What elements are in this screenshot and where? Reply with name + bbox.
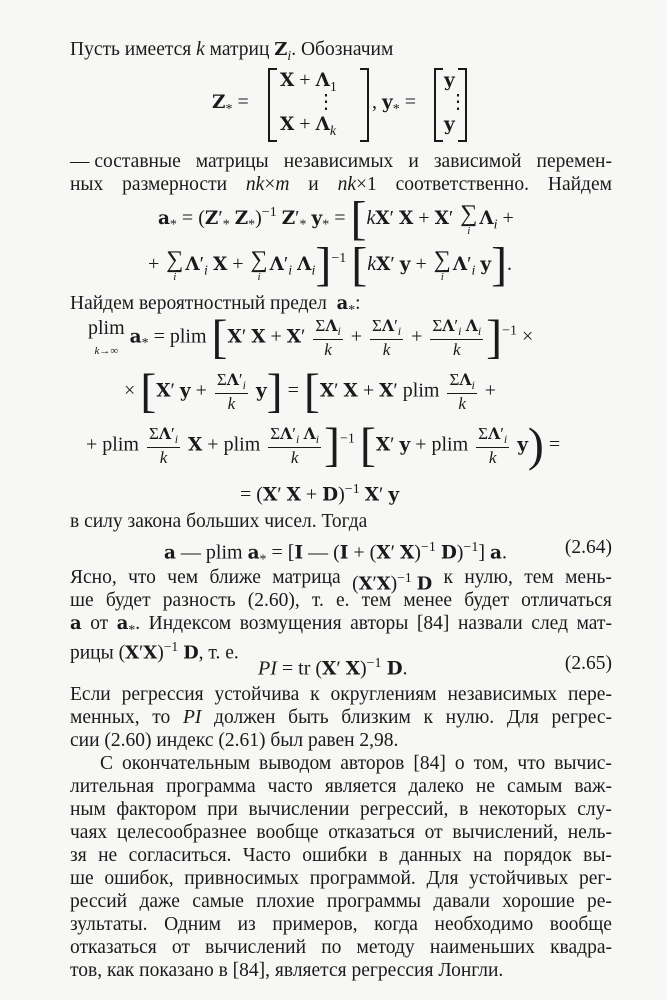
equation-plim-3: + plim $\frac{\Sigma\Lambda'_i}{k}$ X + plim $\frac{\Sigma\Lambda'_i \Lambda_i}{k}$ ]$^{-1}$ [X′ y + plim $\frac{\Sigma\Lambda'_i}{k}$ y) = [86, 418, 561, 472]
text-line-p1c: сии (2.60) индекс (2.61) был равен 2,98. [70, 730, 399, 751]
text-line-p2f: ше ошибок, привносимых программой. Для устойчивых рег- [70, 868, 612, 889]
text-line-p2e: зя не согласиться. Часто ошибки в данных на порядок вы- [70, 845, 612, 866]
text-line-p1a: Если регрессия устойчива к округлениям независимых пере- [70, 684, 612, 705]
text-line-3a: — составные матрицы независимых и зависимой перемен- [70, 151, 612, 172]
text-line-12: в силу закона больших чисел. Тогда [70, 511, 368, 532]
text-line-p2j: тов, как показано в [84], является регрессия Лонгли. [70, 960, 504, 981]
equation-a-star-2: + ∑ i $\Lambda'_i$ X + ∑ i $\Lambda'_i$ $\Lambda_i]^{-1}$ [kX′ y + ∑ i $\Lambda'_i$ y]. [148, 238, 513, 291]
text-line-p1b: менных, то PI должен быть близким к нулю. Для регрес- [70, 707, 612, 728]
text-line-p2i: отказаться от вычислений по методу наименьших квадра- [70, 937, 612, 958]
equation-plim-4: = (X′ X + D)$^{-1}$ X′ y [240, 482, 400, 506]
text-line-p2c: ным фактором при вычислении регрессий, в некоторых слу- [70, 799, 612, 820]
text-line-p2b: лительная программа часто является далеко не самым важ- [70, 776, 612, 797]
equation-2-64: a — plim $a_* = [I$ — (I + (X′ X)$^{-1}$ D)$^{-1}$] a. [164, 540, 507, 568]
text-line-14c: a от $a_*$. Индексом возмущения авторы [84] назвали след мат- [70, 613, 612, 637]
equation-plim-1: plim k→∞ $a_* = plim$ [X′ X + X′ $\frac{\Sigma\Lambda_i}{k}$ + $\frac{\Sigma\Lambda'_i}{k}$ + $\frac{\Sigma\Lambda'_i \Lambda_i}{k}$ ]$^{-1}$ × [88, 310, 534, 364]
text-line-p2d: чаях целесообразнее вообще отказаться от вычислений, нель- [70, 822, 612, 843]
equation-2-65: PI = tr (X′ X)$^{-1}$ D. [258, 656, 408, 680]
equation-a-star-1: $a_* = (Z'_*$ $Z_*)^{-1}$ $Z'_*$ $y_* = [kX'$ X + X′ ∑ i $\Lambda_i$ + [158, 192, 514, 245]
equation-z-star: $Z_*$ = $X + \Lambda_1$ ⋮ $X + \Lambda_k$ , $y_*$ = y ⋮ y [212, 68, 472, 140]
text-line-p2g: рессий даже самые плохие программы давали хорошие ре- [70, 891, 612, 912]
text-line-3b: ных размерности nk×m и nk×1 соответственно. Найдем [70, 174, 612, 195]
text-line-p2a: С окончательным выводом авторов [84] о том, что вычис- [100, 753, 612, 774]
equation-number-2-64: (2.64) [564, 537, 612, 558]
text-line-p2h: зультаты. Одним из примеров, когда необходимо вообще [70, 914, 612, 935]
text-line-14a: Ясно, что чем ближе матрица $(X'X)^{-1}$ D к нулю, тем мень- [70, 567, 612, 595]
text-line-6: Найдем вероятностный предел $a_*$: [70, 293, 361, 317]
equation-number-2-65: (2.65) [564, 653, 612, 674]
text-line-14b: ше будет разность (2.60), т. е. тем менее будет отличаться [70, 590, 612, 611]
text-line-14d: рицы $(X'X)^{-1}$ D, т. е. [70, 639, 239, 664]
text-line-1: Пусть имеется k матриц $Z_i$. Обозначим [70, 39, 394, 63]
equation-plim-2: × [X′ y + $\frac{\Sigma\Lambda'_i}{k}$ y] = [X′ X + X′ plim $\frac{\Sigma\Lambda_i}{k}$ + [124, 364, 497, 418]
